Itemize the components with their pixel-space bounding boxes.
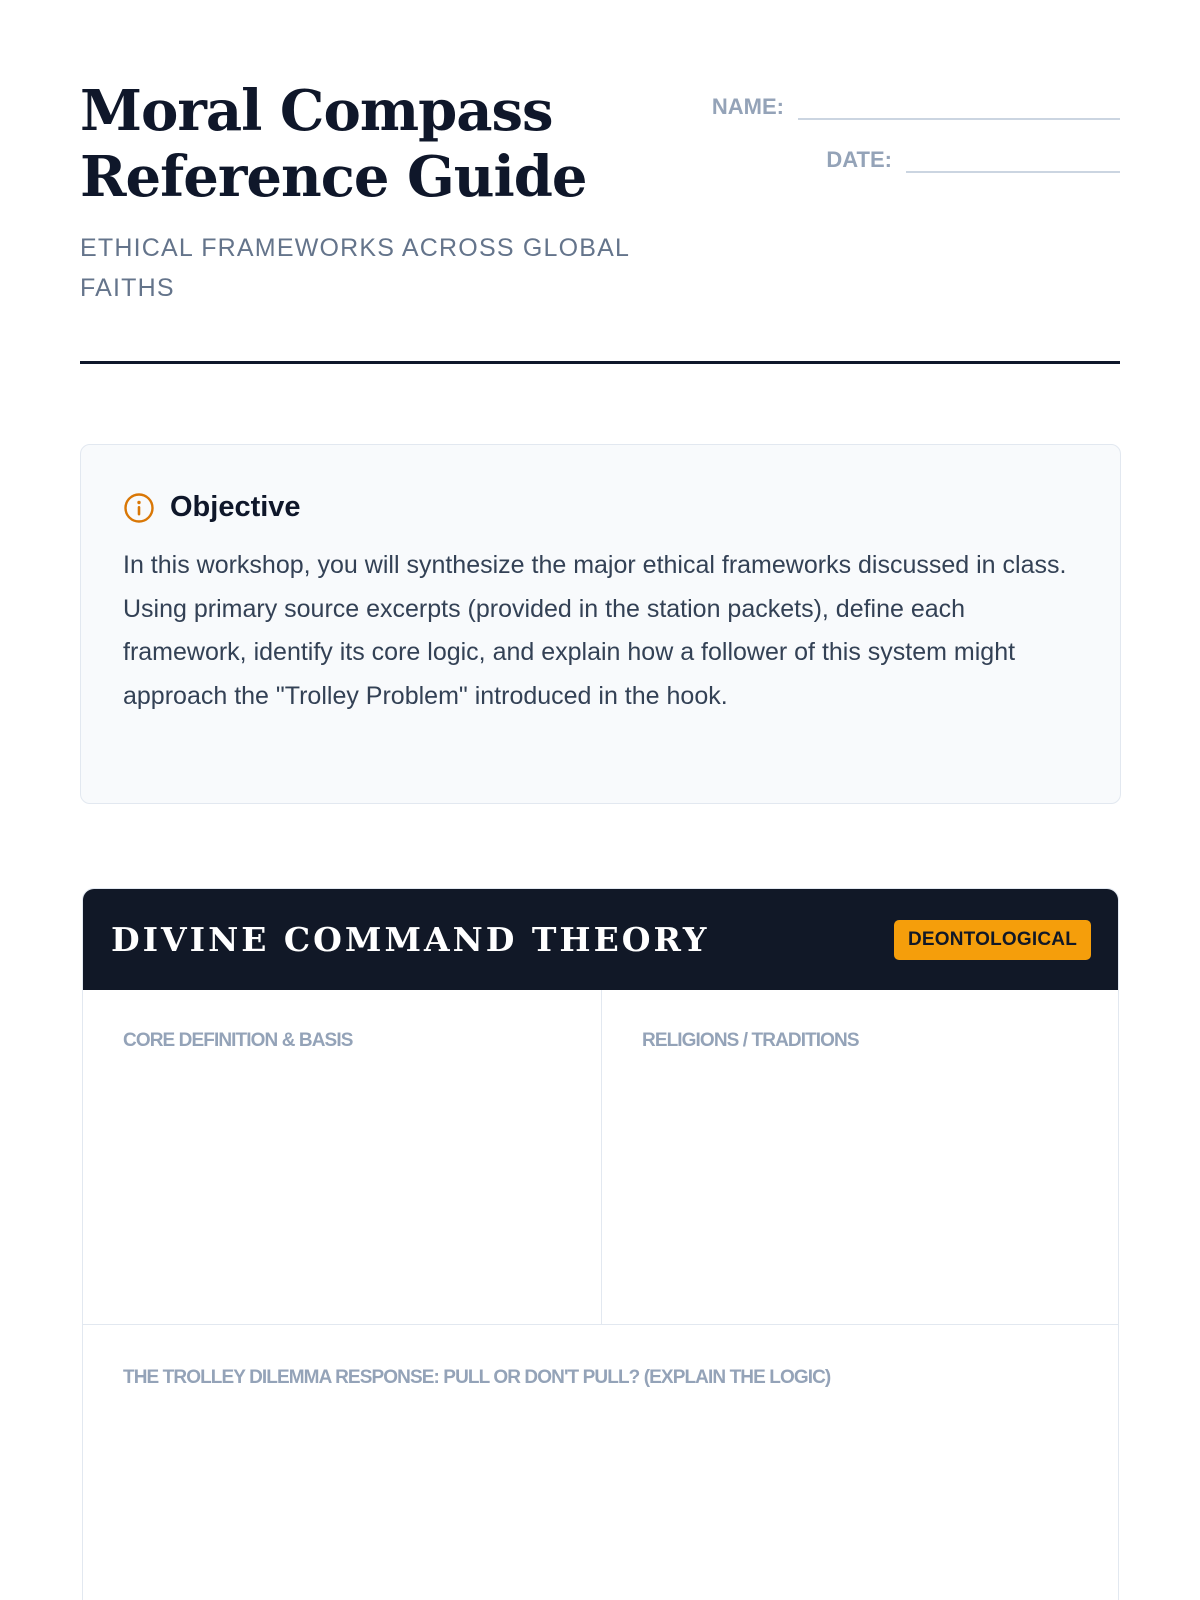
name-input-line[interactable] <box>798 86 1120 120</box>
framework-type-badge: DEONTOLOGICAL <box>894 920 1091 960</box>
religions-field[interactable] <box>602 990 1118 1324</box>
framework-card-header <box>83 889 1118 990</box>
religions-label: RELIGIONS / TRADITIONS <box>642 1030 859 1051</box>
page-title <box>80 78 680 210</box>
page-subtitle: ETHICAL FRAMEWORKS ACROSS GLOBAL FAITHS <box>80 234 630 302</box>
objective-text: In this workshop, you will synthesize the major ethical frameworks discussed in class. Using primary source excerpts (provided in the station packets), define each framework, identify its core logic, and explain how a follower of this system might approach the "Trolley Problem" introduced in the hook. <box>123 551 1067 710</box>
info-icon <box>123 492 155 524</box>
objective-title: Objective <box>170 491 301 523</box>
date-field-row <box>826 139 1120 173</box>
page-header <box>80 0 1120 364</box>
date-input-line[interactable] <box>906 139 1120 173</box>
page-title-line-1: Moral Compass <box>80 78 553 144</box>
name-label: NAME: <box>711 94 784 119</box>
date-label: DATE: <box>826 147 892 172</box>
trolley-response-field[interactable] <box>83 1325 1118 1389</box>
objective-box <box>80 444 1121 804</box>
objective-header <box>123 491 1080 524</box>
name-field-row <box>712 86 1120 120</box>
framework-card <box>82 888 1119 1600</box>
trolley-response-label: THE TROLLEY DILEMMA RESPONSE: PULL OR DON'T PULL? (EXPLAIN THE LOGIC) <box>123 1367 831 1388</box>
core-definition-field[interactable] <box>83 990 602 1324</box>
framework-title: DIVINE COMMAND THEORY <box>111 920 710 959</box>
page-title-line-2: Reference Guide <box>80 144 587 210</box>
core-definition-label: CORE DEFINITION & BASIS <box>123 1030 353 1051</box>
title-block <box>80 78 680 308</box>
framework-fields-row <box>83 990 1118 1325</box>
